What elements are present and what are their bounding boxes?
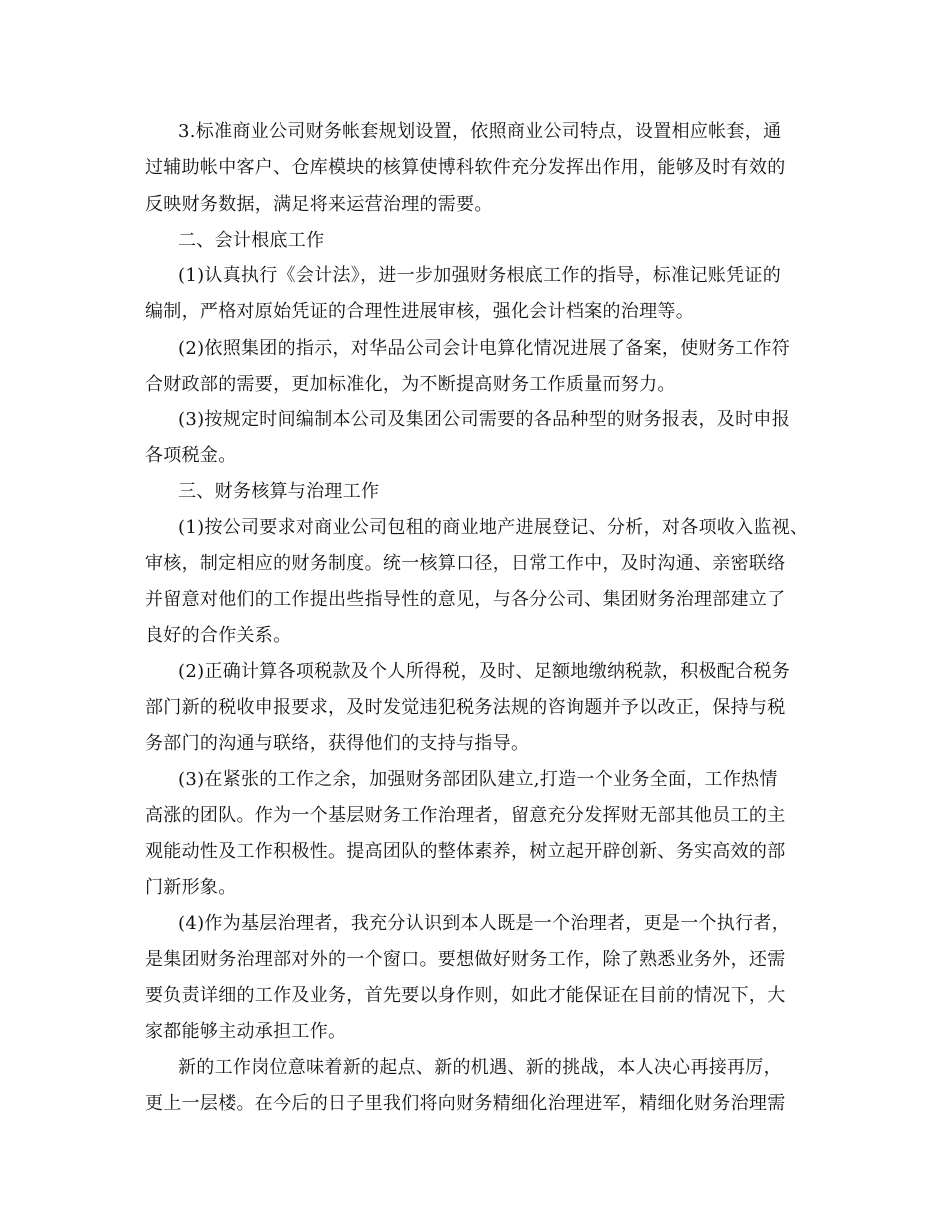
paragraph-line: 是集团财务治理部对外的一个窗口。要想做好财务工作，除了熟悉业务外，还需 [145,949,786,970]
paragraph-line: (2)正确计算各项税款及个人所得税，及时、足额地缴纳税款，积极配合税务 [178,661,790,682]
paragraph-line: 门新形象。 [145,877,237,898]
paragraph-line: 观能动性及工作积极性。提高团队的整体素养，树立起开辟创新、务实高效的部 [145,841,786,862]
paragraph-line: 并留意对他们的工作提出些指导性的意见，与各分公司、集团财务治理部建立了 [145,589,786,610]
paragraph-line: 过辅助帐中客户、仓库模块的核算使博科软件充分发挥出作用，能够及时有效的 [145,157,786,178]
paragraph-line: 合财政部的需要，更加标准化，为不断提高财务工作质量而努力。 [145,374,676,395]
paragraph-line: (4)作为基层治理者，我充分认识到本人既是一个治理者，更是一个执行者， [178,913,790,934]
paragraph-line: 要负责详细的工作及业务，首先要以身作则，如此才能保证在目前的情况下，大 [145,985,786,1006]
paragraph-line: 新的工作岗位意味着新的起点、新的机遇、新的挑战，本人决心再接再厉， [178,1057,782,1078]
section-heading: 三、财务核算与治理工作 [178,481,380,502]
paragraph-line: 务部门的沟通与联络，获得他们的支持与指导。 [145,733,530,754]
paragraph-line: (3)按规定时间编制本公司及集团公司需要的各品种型的财务报表，及时申报 [178,409,790,430]
paragraph-line: 3.标准商业公司财务帐套规划设置，依照商业公司特点，设置相应帐套，通 [178,121,782,142]
section-heading: 二、会计根底工作 [178,230,325,251]
paragraph-line: 反映财务数据，满足将来运营治理的需要。 [145,194,493,215]
paragraph-line: 高涨的团队。作为一个基层财务工作治理者，留意充分发挥财无部其他员工的主 [145,805,786,826]
paragraph-line: 审核，制定相应的财务制度。统一核算口径，日常工作中，及时沟通、亲密联络 [145,553,786,574]
paragraph-line: 更上一层楼。在今后的日子里我们将向财务精细化治理进军，精细化财务治理需 [145,1093,786,1114]
paragraph-line: 良好的合作关系。 [145,625,292,646]
paragraph-line: 部门新的税收申报要求，及时发觉违犯税务法规的咨询题并予以改正，保持与税 [145,697,786,718]
paragraph-line: (1)按公司要求对商业公司包租的商业地产进展登记、分析，对各项收入监视、 [178,517,809,538]
paragraph-line: 编制，严格对原始凭证的合理性进展审核，强化会计档案的治理等。 [145,301,694,322]
paragraph-line: (2)依照集团的指示，对华品公司会计电算化情况进展了备案，使财务工作符 [178,338,790,359]
paragraph-line: 各项税金。 [145,445,237,466]
paragraph-line: (3)在紧张的工作之余，加强财务部团队建立,打造一个业务全面，工作热情 [178,769,778,790]
paragraph-line: (1)认真执行《会计法》，进一步加强财务根底工作的指导，标准记账凭证的 [178,265,781,286]
paragraph-line: 家都能够主动承担工作。 [145,1021,347,1042]
